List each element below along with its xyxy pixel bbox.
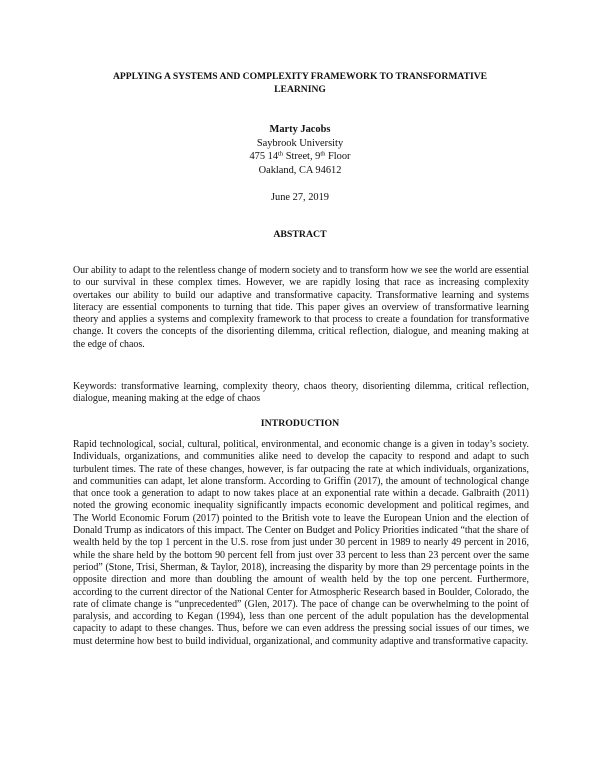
author-name: Marty Jacobs (269, 124, 331, 135)
author-street (150, 150, 450, 164)
street-ordinal: th (278, 150, 284, 158)
abstract-heading: ABSTRACT (273, 229, 327, 240)
author-city: Oakland, CA 94612 (258, 164, 342, 176)
street-number: 475 14 (249, 151, 279, 162)
author-block (150, 123, 450, 177)
introduction-text: Rapid technological, social, cultural, political, environmental, and economic change is a given in today’s society. Individuals, organizations, and communities alike need to develop the capacity to respond and adapt to such turbulent times. The rate of these changes, however, is far outpacing the rate at which individuals, organizations, and communities can adapt, let alone transform. According to Griffin (2017), the amount of technological change that once took a generation to adapt to now takes place at an exponential rate within a decade. Galbraith (2011) noted the growing economic inequality significantly impacts economic development and political regimes, and The World Economic Forum (2017) pointed to the British vote to leave the European Union and the election of Donald Trump as indicators of this impact. The Center on Budget and Policy Priorities indicated “that the share of wealth held by the top 1 percent in the U.S. rose from just under 30 percent in 1989 to nearly 49 percent in 2016, while the share held by the bottom 90 percent fell from just over 33 percent to less than 23 percent over the same period” (Stone, Trisi, Sherman, & Taylor, 2018), increasing the disparity by more than 29 percentage points in the opposite direction and more than doubling the amount of wealth held by the top one percent. Furthermore, according to the current director of the National Center for Atmospheric Research based in Boulder, Colorado, the rate of climate change is “unprecedented” (Glen, 2017). The pace of change can be overwhelming to the point of paralysis, and according to Kegan (1994), less than one percent of the adult population has the developmental capacity to adapt to these changes. Thus, before we can even address the pressing social issues of our times, we must determine how best to build individual, organizational, and community adaptive and transformative capacity. (73, 439, 529, 647)
floor-ordinal: th (320, 150, 326, 158)
keywords: Keywords: transformative learning, complexity theory, chaos theory, disorienting dilemma, critical reflection, dialogue, meaning making at the edge of chaos (73, 381, 529, 405)
introduction-heading: INTRODUCTION (260, 418, 340, 429)
paper-title: APPLYING A SYSTEMS AND COMPLEXITY FRAMEWORK TO TRANSFORMATIVE LEARNING (112, 71, 488, 95)
abstract-text: Our ability to adapt to the relentless change of modern society and to transform how we see the world are essential to our survival in these complex times. However, we are rapidly losing that race as increasing complexity overtakes our ability to build our adaptive and transformative capacity. Transformative learning and systems literacy are essential components to turning that tide. This paper gives an overview of transformative learning theory and applies a systems and complexity framework to that process to create a foundation for transformative change. It covers the concepts of the disorienting dilemma, critical reflection, dialogue, and meaning making at the edge of chaos. (73, 265, 529, 350)
street-name: Street, 9 (283, 151, 321, 162)
author-affiliation: Saybrook University (256, 137, 344, 149)
floor-label: Floor (325, 151, 351, 162)
publication-date: June 27, 2019 (270, 192, 329, 203)
